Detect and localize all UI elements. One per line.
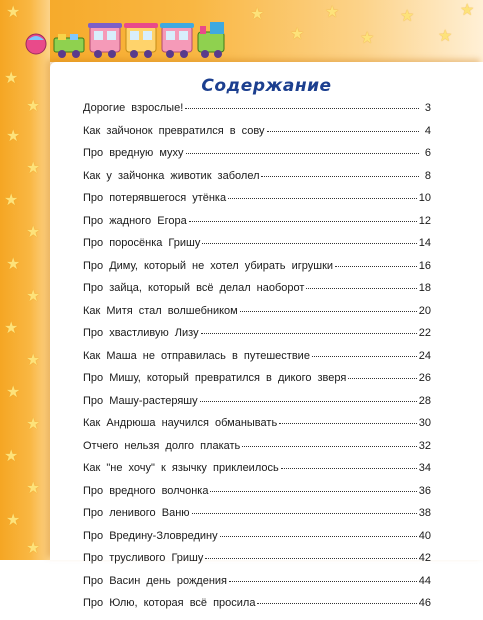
toc-entry (83, 440, 431, 463)
toc-entry-title: Про поросёнка Гришу (83, 237, 201, 249)
toc-entry-title: Как зайчонок превратился в сову (83, 124, 265, 137)
toc-dot-leader (220, 536, 417, 537)
toc-page-number: 8 (424, 169, 431, 182)
toc-entry-title: Про трусливого Гришу (83, 552, 204, 564)
toc-entry-title: Про Васин день рождения (83, 574, 228, 587)
toc-page-number: 10 (418, 192, 431, 204)
star-icon: ★ (26, 222, 41, 241)
toc-entry-title: Про Машу-растеряшу (83, 394, 198, 407)
toc-page-number: 44 (418, 574, 431, 587)
toc-entry (83, 305, 431, 328)
toc-dot-leader (267, 131, 420, 132)
toc-dot-leader (229, 581, 417, 582)
toc-entry (83, 597, 431, 620)
toc-entry (83, 192, 431, 215)
toc-entry-title: Про Вредину-Зловредину (83, 529, 218, 542)
star-icon: ★ (26, 350, 41, 369)
toc-dot-leader (240, 311, 417, 312)
toc-entry (83, 372, 431, 395)
toc-entry (83, 530, 431, 553)
toc-page-number: 28 (418, 394, 431, 407)
toc-dot-leader (312, 356, 417, 357)
toc-dot-leader (335, 266, 417, 267)
toc-page-number: 38 (418, 507, 431, 519)
star-icon: ★ (26, 538, 41, 557)
toc-entry-title: Про ленивого Ваню (83, 507, 190, 519)
toc-page-number: 42 (418, 552, 431, 564)
toc-page-number: 46 (418, 597, 431, 609)
toc-page-number: 24 (418, 349, 431, 362)
star-icon: ★ (4, 446, 19, 465)
toc-dot-leader (228, 198, 417, 199)
toc-entry-title: Отчего нельзя долго плакать (83, 439, 241, 452)
toc-entry-title: Про Диму, который не хотел убирать игрушки (83, 259, 334, 272)
star-icon: ★ (4, 68, 19, 87)
toc-entry-title: Как "не хочу" к язычку приклеилось (83, 462, 279, 474)
toc-entry (83, 485, 431, 508)
toc-entry-title: Как Митя стал волшебником (83, 304, 238, 317)
toc-dot-leader (202, 243, 416, 244)
star-icon: ★ (4, 318, 19, 337)
toc-entry (83, 282, 431, 305)
star-icon: ★ (6, 254, 21, 273)
star-icon: ★ (325, 2, 340, 21)
toc-dot-leader (200, 401, 417, 402)
star-icon: ★ (400, 6, 415, 25)
toc-dot-leader (186, 153, 419, 154)
star-icon: ★ (26, 158, 41, 177)
toc-entry (83, 147, 431, 170)
toc-page-number: 22 (418, 327, 431, 339)
toc-entry-title: Дорогие взрослые! (83, 102, 184, 114)
toc-dot-leader (257, 603, 416, 604)
toc-dot-leader (189, 221, 417, 222)
toc-page-number: 6 (424, 147, 431, 159)
toc-entry (83, 102, 431, 125)
toc-dot-leader (281, 468, 417, 469)
toc-dot-leader (192, 513, 417, 514)
toc-entry (83, 215, 431, 238)
toc-entry-title: Про Мишу, который превратился в дикого зверя (83, 372, 347, 384)
star-icon: ★ (360, 28, 375, 47)
toc-page-number: 20 (418, 304, 431, 317)
toc-entry (83, 417, 431, 440)
toc-entry (83, 260, 431, 283)
toc-entry-title: Как у зайчонка животик заболел (83, 169, 260, 182)
toc-entry (83, 395, 431, 418)
toc-dot-leader (185, 108, 419, 109)
toc-entry-title: Про жадного Егора (83, 214, 187, 227)
star-icon: ★ (438, 26, 453, 45)
star-icon: ★ (6, 382, 21, 401)
toc-entry-title: Про Юлю, которая всё просила (83, 597, 256, 609)
toc-entry (83, 575, 431, 598)
toc-page-number: 32 (418, 439, 431, 452)
star-icon: ★ (460, 0, 475, 19)
toc-entry-title: Про вредную муху (83, 147, 184, 159)
star-icon: ★ (26, 414, 41, 433)
toc-entry (83, 170, 431, 193)
toc-dot-leader (242, 446, 416, 447)
toc-entry (83, 350, 431, 373)
star-icon: ★ (4, 190, 19, 209)
toc-entry-title: Про потерявшегося утёнка (83, 192, 227, 204)
toc-dot-leader (201, 333, 417, 334)
star-icon: ★ (26, 478, 41, 497)
toc-page-number: 40 (418, 529, 431, 542)
toc-page-number: 26 (418, 372, 431, 384)
toc-page-number: 16 (418, 259, 431, 272)
toc-entry (83, 327, 431, 350)
toc-page-number: 34 (418, 462, 431, 474)
table-of-contents (83, 102, 431, 620)
toc-dot-leader (261, 176, 419, 177)
toc-page-number: 30 (418, 417, 431, 429)
toc-page-number: 3 (424, 102, 431, 114)
toc-page-number: 12 (418, 214, 431, 227)
star-icon: ★ (250, 4, 265, 23)
star-icon: ★ (6, 126, 21, 145)
toc-entry (83, 507, 431, 530)
toc-entry-title: Как Маша не отправилась в путешествие (83, 349, 310, 362)
toc-entry (83, 125, 431, 148)
toc-dot-leader (205, 558, 416, 559)
toc-dot-leader (210, 491, 416, 492)
toc-dot-leader (348, 378, 416, 379)
toc-entry-title: Про хвастливую Лизу (83, 327, 199, 339)
star-icon: ★ (26, 96, 41, 115)
toc-entry (83, 237, 431, 260)
star-icon: ★ (26, 286, 41, 305)
toc-page-number: 18 (418, 282, 431, 294)
toc-entry (83, 462, 431, 485)
toc-dot-leader (279, 423, 417, 424)
toc-dot-leader (306, 288, 416, 289)
page-title: Содержание (201, 76, 332, 96)
star-icon: ★ (290, 24, 305, 43)
toc-entry-title: Про зайца, который всё делал наоборот (83, 282, 305, 294)
toc-page-number: 4 (424, 124, 431, 137)
toy-train-icon (22, 18, 227, 60)
toc-entry-title: Про вредного волчонка (83, 484, 209, 497)
star-icon: ★ (6, 510, 21, 529)
star-icon: ★ (6, 2, 21, 21)
toc-entry (83, 552, 431, 575)
toc-entry-title: Как Андрюша научился обманывать (83, 417, 278, 429)
toc-page-number: 14 (418, 237, 431, 249)
toc-page-number: 36 (418, 484, 431, 497)
